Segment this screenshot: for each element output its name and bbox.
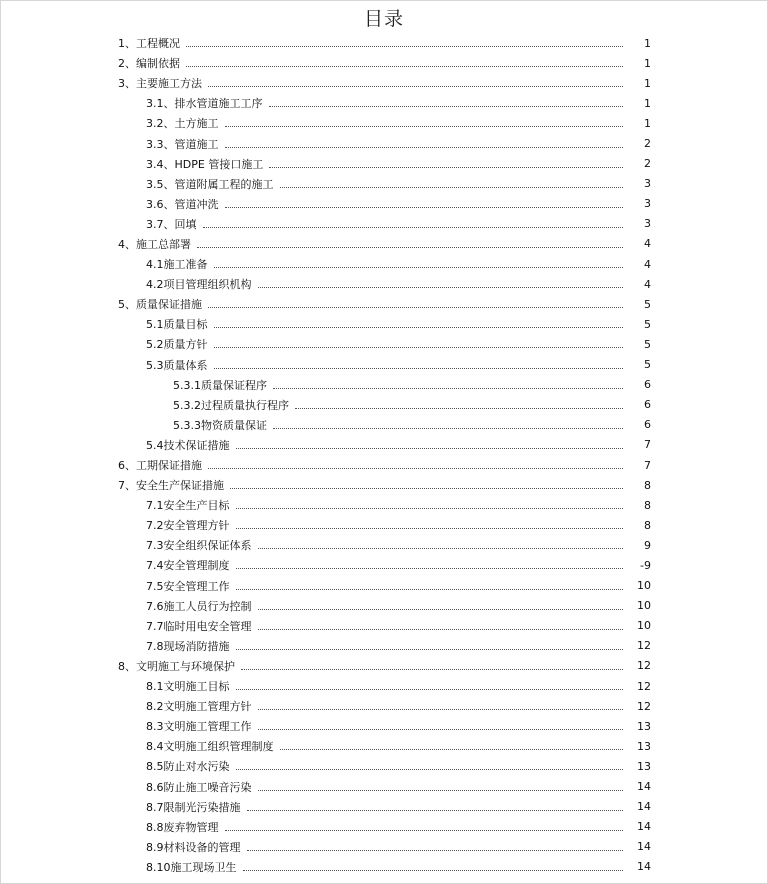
toc-entry-label: [118, 75, 208, 91]
toc-entry[interactable]: [0, 455, 768, 475]
toc-entry-number: 1、: [118, 37, 136, 51]
toc-entry-label: [146, 497, 236, 513]
toc-entry-number: 8.7: [146, 800, 164, 814]
toc-entry-label: [146, 618, 258, 634]
dot-leader: [236, 689, 624, 690]
dot-leader: [258, 709, 624, 710]
toc-page-number: 2: [644, 157, 651, 171]
toc-entry[interactable]: [0, 696, 768, 716]
toc-entry-text: 文明施工目标: [163, 680, 230, 694]
toc-entry[interactable]: [0, 756, 768, 776]
toc-entry-text: 废弃物管理: [163, 820, 219, 834]
toc-entry-label: [118, 457, 208, 473]
toc-entry-number: 3.6、: [146, 197, 175, 211]
toc-entry[interactable]: [0, 174, 768, 194]
dot-leader: [247, 810, 624, 811]
toc-page-number: -9: [640, 558, 651, 572]
toc-entry[interactable]: [0, 194, 768, 214]
dot-leader: [197, 247, 623, 248]
toc-entry-label: [146, 336, 214, 352]
toc-entry-text: 质量体系: [163, 358, 208, 372]
dot-leader: [295, 408, 623, 409]
toc-entry-text: 质量保证措施: [136, 298, 202, 312]
toc-entry-text: 施工总部署: [136, 237, 191, 251]
toc-entry-number: 3、: [118, 77, 136, 91]
dot-leader: [273, 428, 623, 429]
toc-entry-label: [146, 216, 203, 232]
toc-entry-number: 3.3、: [146, 137, 175, 151]
toc-page-number: 3: [644, 197, 651, 211]
toc-entry-text: 安全管理工作: [163, 579, 230, 593]
toc-page-number: 13: [637, 719, 651, 733]
dot-leader: [269, 167, 623, 168]
toc-page-number: 1: [644, 96, 651, 110]
toc-entry-text: 安全管理制度: [163, 559, 230, 573]
toc-entry[interactable]: [0, 676, 768, 696]
toc-entry[interactable]: [0, 415, 768, 435]
toc-entry[interactable]: [0, 535, 768, 555]
toc-page-number: 14: [637, 860, 651, 874]
toc-entry-text: 土方施工: [174, 117, 219, 131]
toc-entry-text: 项目管理组织机构: [163, 278, 252, 292]
toc-entry[interactable]: [0, 154, 768, 174]
toc-page-number: 1: [644, 76, 651, 90]
toc-entry-text: 质量保证程序: [201, 378, 267, 392]
toc-entry[interactable]: [0, 53, 768, 73]
toc-entry-text: HDPE 管接口施工: [174, 157, 264, 171]
toc-entry[interactable]: [0, 616, 768, 636]
toc-entry-label: [146, 698, 258, 714]
toc-entry-text: 管道冲洗: [174, 197, 219, 211]
toc-entry-number: 8.4: [146, 740, 164, 754]
toc-entry-label: [146, 196, 225, 212]
toc-entry-number: 8.8: [146, 820, 164, 834]
toc-page-number: 8: [644, 478, 651, 492]
toc-page-number: 13: [637, 759, 651, 773]
toc-entry-label: [118, 236, 197, 252]
dot-leader: [273, 388, 623, 389]
toc-entry[interactable]: [0, 475, 768, 495]
toc-entry[interactable]: [0, 515, 768, 535]
toc-entry-text: 施工人员行为控制: [163, 599, 252, 613]
toc-entry-label: [173, 417, 273, 433]
toc-entry-text: 材料设备的管理: [163, 840, 241, 854]
toc-entry-label: [146, 638, 236, 654]
toc-entry-number: 7.7: [146, 619, 164, 633]
toc-entry-label: [118, 477, 230, 493]
toc-entry-text: 质量方针: [163, 338, 208, 352]
toc-entry[interactable]: [0, 636, 768, 656]
dot-leader: [208, 86, 623, 87]
toc-page-number: 3: [644, 177, 651, 191]
toc-entry-label: [146, 437, 236, 453]
toc-entry[interactable]: [0, 495, 768, 515]
toc-page-number: 12: [637, 639, 651, 653]
toc-entry[interactable]: [0, 33, 768, 53]
toc-entry-number: 8.6: [146, 780, 164, 794]
dot-leader: [236, 589, 624, 590]
toc-entry[interactable]: [0, 294, 768, 314]
toc-entry-text: 工程概况: [136, 37, 180, 51]
toc-entry-number: 5.3.2: [173, 398, 201, 412]
toc-entry[interactable]: [0, 555, 768, 575]
toc-entry-number: 7、: [118, 479, 136, 493]
toc-entry-text: 文明施工管理方针: [163, 700, 252, 714]
toc-page-number: 14: [637, 820, 651, 834]
toc-entry[interactable]: [0, 93, 768, 113]
toc-page-number: 13: [637, 739, 651, 753]
dot-leader: [203, 227, 624, 228]
toc-entry-text: 安全管理方针: [163, 519, 230, 533]
toc-page-number: 12: [637, 659, 651, 673]
toc-entry[interactable]: [0, 837, 768, 857]
dot-leader: [236, 649, 624, 650]
toc-entry-text: 安全组织保证体系: [163, 539, 252, 553]
toc-entry[interactable]: [0, 254, 768, 274]
dot-leader: [236, 528, 624, 529]
toc-entry-label: [146, 517, 236, 533]
dot-leader: [247, 850, 624, 851]
toc-entry-text: 施工准备: [163, 258, 208, 272]
toc-entry[interactable]: [0, 113, 768, 133]
toc-entry-label: [146, 678, 236, 694]
dot-leader: [258, 729, 624, 730]
toc-entry-text: 管道附属工程的施工: [174, 177, 274, 191]
toc-entry-number: 3.5、: [146, 177, 175, 191]
toc-page-number: 5: [644, 317, 651, 331]
dot-leader: [258, 548, 624, 549]
toc-entry-text: 文明施工与环境保护: [136, 659, 235, 673]
dot-leader: [241, 669, 623, 670]
toc-entry-label: [146, 357, 214, 373]
dot-leader: [230, 488, 623, 489]
toc-entry-number: 7.1: [146, 499, 164, 513]
toc-list: [0, 33, 768, 877]
toc-entry-number: 4.2: [146, 278, 164, 292]
toc-entry[interactable]: [0, 656, 768, 676]
toc-entry-number: 6、: [118, 459, 136, 473]
dot-leader: [236, 769, 624, 770]
toc-page-number: 5: [644, 337, 651, 351]
dot-leader: [225, 207, 624, 208]
toc-page-number: 4: [644, 237, 651, 251]
toc-entry-text: 防止对水污染: [163, 760, 230, 774]
toc-entry[interactable]: [0, 576, 768, 596]
dot-leader: [243, 870, 624, 871]
toc-page-number: 1: [644, 56, 651, 70]
toc-entry[interactable]: [0, 214, 768, 234]
toc-entry-label: [146, 276, 258, 292]
toc-entry[interactable]: [0, 716, 768, 736]
toc-entry-label: [118, 35, 186, 51]
toc-entry-label: [146, 779, 258, 795]
toc-entry-number: 5.3.3: [173, 418, 201, 432]
toc-entry-number: 5.3.1: [173, 378, 201, 392]
toc-page-number: 10: [637, 619, 651, 633]
toc-entry[interactable]: [0, 776, 768, 796]
toc-page-number: 14: [637, 800, 651, 814]
toc-page-number: 12: [637, 679, 651, 693]
toc-entry[interactable]: [0, 395, 768, 415]
toc-page-number: 8: [644, 498, 651, 512]
toc-entry[interactable]: [0, 435, 768, 455]
toc-entry-number: 3.1、: [146, 97, 175, 111]
toc-entry-label: [146, 176, 280, 192]
toc-entry-label: [118, 658, 241, 674]
dot-leader: [258, 287, 624, 288]
dot-leader: [269, 106, 624, 107]
toc-page-number: 8: [644, 518, 651, 532]
toc-page-number: 4: [644, 277, 651, 291]
toc-page-number: 5: [644, 297, 651, 311]
toc-entry[interactable]: [0, 334, 768, 354]
toc-page-number: 4: [644, 257, 651, 271]
dot-leader: [225, 147, 624, 148]
toc-entry-label: [146, 316, 214, 332]
toc-entry-number: 8.1: [146, 680, 164, 694]
toc-entry-label: [146, 115, 225, 131]
toc-entry[interactable]: [0, 314, 768, 334]
toc-entry-text: 施工现场卫生: [170, 860, 237, 874]
toc-entry[interactable]: [0, 736, 768, 756]
toc-title: 目录: [363, 8, 404, 30]
toc-entry-text: 过程质量执行程序: [201, 398, 289, 412]
dot-leader: [280, 187, 624, 188]
dot-leader: [214, 347, 624, 348]
dot-leader: [258, 790, 624, 791]
toc-entry-number: 7.4: [146, 559, 164, 573]
toc-entry-label: [146, 738, 280, 754]
toc-entry-label: [173, 377, 273, 393]
dot-leader: [208, 468, 623, 469]
toc-page-number: 14: [637, 840, 651, 854]
dot-leader: [214, 327, 624, 328]
toc-entry-number: 5、: [118, 298, 136, 312]
toc-entry-number: 8.2: [146, 700, 164, 714]
toc-page-number: 2: [644, 137, 651, 151]
toc-entry-label: [146, 256, 214, 272]
toc-entry[interactable]: [0, 596, 768, 616]
toc-entry-number: 7.8: [146, 639, 164, 653]
dot-leader: [258, 629, 624, 630]
toc-entry-label: [146, 537, 258, 553]
toc-entry-label: [118, 55, 186, 71]
toc-entry-text: 文明施工管理工作: [163, 720, 252, 734]
toc-entry-text: 限制光污染措施: [163, 800, 241, 814]
toc-entry-number: 8.5: [146, 760, 164, 774]
toc-entry-text: 工期保证措施: [136, 459, 202, 473]
dot-leader: [225, 126, 624, 127]
toc-entry-number: 7.6: [146, 599, 164, 613]
toc-entry-number: 5.1: [146, 318, 164, 332]
dot-leader: [280, 749, 624, 750]
toc-entry-label: [146, 839, 247, 855]
toc-entry[interactable]: [0, 133, 768, 153]
toc-entry[interactable]: [0, 375, 768, 395]
toc-entry-label: [146, 758, 236, 774]
toc-entry-label: [146, 156, 269, 172]
toc-entry-label: [146, 136, 225, 152]
toc-entry[interactable]: [0, 73, 768, 93]
toc-entry-number: 5.2: [146, 338, 164, 352]
toc-entry[interactable]: [0, 857, 768, 877]
toc-page-number: 10: [637, 579, 651, 593]
toc-entry-number: 8、: [118, 659, 136, 673]
toc-page-number: 10: [637, 599, 651, 613]
toc-entry-text: 物资质量保证: [201, 418, 267, 432]
dot-leader: [258, 609, 624, 610]
toc-page-number: 7: [644, 438, 651, 452]
toc-entry-number: 3.4、: [146, 157, 175, 171]
toc-entry-text: 安全生产目标: [163, 499, 230, 513]
toc-entry-number: 5.4: [146, 438, 164, 452]
toc-entry-number: 3.7、: [146, 217, 175, 231]
toc-page-number: 7: [644, 458, 651, 472]
toc-page-number: 1: [644, 36, 651, 50]
toc-entry-number: 8.10: [146, 860, 171, 874]
toc-entry-label: [146, 799, 247, 815]
toc-entry-label: [146, 578, 236, 594]
toc-entry-text: 现场消防措施: [163, 639, 230, 653]
toc-entry-number: 5.3: [146, 358, 164, 372]
toc-entry-number: 4、: [118, 237, 136, 251]
dot-leader: [225, 830, 624, 831]
toc-entry-text: 技术保证措施: [163, 438, 230, 452]
toc-entry-text: 质量目标: [163, 318, 208, 332]
toc-entry-label: [146, 718, 258, 734]
toc-page-number: 12: [637, 699, 651, 713]
toc-entry-label: [146, 95, 269, 111]
toc-entry-text: 文明施工组织管理制度: [163, 740, 274, 754]
toc-page-number: 9: [644, 538, 651, 552]
toc-page-number: 5: [644, 358, 651, 372]
toc-entry[interactable]: [0, 797, 768, 817]
toc-entry-label: [146, 859, 243, 875]
dot-leader: [186, 66, 623, 67]
toc-entry-text: 回填: [174, 217, 197, 231]
toc-page-number: 14: [637, 780, 651, 794]
toc-entry-text: 安全生产保证措施: [136, 479, 224, 493]
toc-entry-text: 排水管道施工工序: [174, 97, 263, 111]
toc-page-number: 1: [644, 116, 651, 130]
toc-entry-number: 3.2、: [146, 117, 175, 131]
toc-entry-label: [146, 819, 225, 835]
dot-leader: [208, 307, 623, 308]
toc-entry[interactable]: [0, 274, 768, 294]
toc-page-number: 3: [644, 217, 651, 231]
toc-entry-number: 2、: [118, 57, 136, 71]
dot-leader: [214, 267, 624, 268]
dot-leader: [236, 508, 624, 509]
dot-leader: [214, 368, 624, 369]
toc-entry-number: 4.1: [146, 258, 164, 272]
toc-entry-text: 主要施工方法: [136, 77, 202, 91]
toc-entry-label: [173, 397, 295, 413]
toc-entry-number: 7.2: [146, 519, 164, 533]
dot-leader: [236, 568, 624, 569]
toc-entry[interactable]: [0, 817, 768, 837]
toc-page-number: 6: [644, 398, 651, 412]
toc-entry-number: 7.3: [146, 539, 164, 553]
toc-entry-text: 防止施工噪音污染: [163, 780, 252, 794]
toc-entry-text: 编制依据: [136, 57, 180, 71]
toc-entry-number: 7.5: [146, 579, 164, 593]
toc-entry-text: 临时用电安全管理: [163, 619, 252, 633]
toc-entry[interactable]: [0, 355, 768, 375]
toc-entry-label: [146, 598, 258, 614]
toc-entry-label: [146, 557, 236, 573]
toc-entry-label: [118, 296, 208, 312]
toc-entry-text: 管道施工: [174, 137, 219, 151]
dot-leader: [236, 448, 624, 449]
toc-entry[interactable]: [0, 234, 768, 254]
toc-page-number: 6: [644, 418, 651, 432]
toc-page-number: 6: [644, 378, 651, 392]
dot-leader: [186, 46, 623, 47]
toc-entry-number: 8.9: [146, 840, 164, 854]
toc-entry-number: 8.3: [146, 720, 164, 734]
